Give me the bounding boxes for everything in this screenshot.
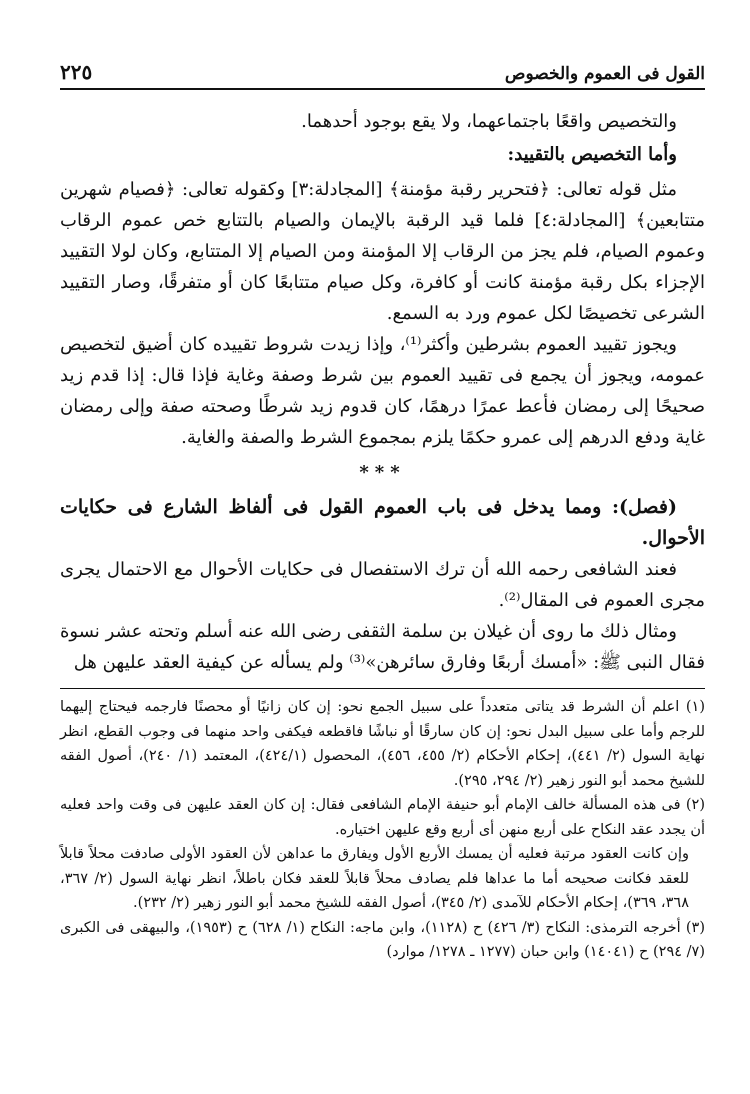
paragraph-3: ويجوز تقييد العموم بشرطين وأكثر⁽¹⁾، وإذا زيدت شروط تقييده كان أضيق لتخصيص عمومه، ويجوز أن يجمع فى تقييد العموم بين شرط وصفة وغاية فإذا قال: إذا قدم زيد صحيحًا إلى رمضان فأعط عمرًا درهمًا، كان قدوم زيد شرطًا وصحته صفة وإلى رمضان غاية ودفع الدرهم إلى عمرو حكمًا يلزم بمجموع الشرط والصفة والغاية. [60, 334, 705, 448]
paragraph-4: فعند الشافعى رحمه الله أن ترك الاستفصال فى حكايات الأحوال مع الاحتمال يجرى مجرى العموم فى المقال⁽²⁾. [60, 559, 705, 611]
paragraph-5: ومثال ذلك ما روى أن غيلان بن سلمة الثقفى رضى الله عنه أسلم وتحته عشر نسوة فقال النبى ﷺ: «أمسك أربعًا وفارق سائرهن»⁽³⁾ ولم يسأله عن كيفية العقد عليهن هل [60, 621, 705, 673]
footnote-2-continued: وإن كانت العقود مرتبة فعليه أن يمسك الأربع الأول ويفارق ما عداهن لأن العقود الأولى صادفت محلاً قابلاً للعقد فكانت صحيحه أما ما عداها فلم يصادف محلاً قابلاً للعقد فكان باطلاً، انظر نهاية السول (٢/ ٣٦٧، ٣٦٨، ٣٦٩)، إحكام الأحكام للآمدى (٢/ ٣٤٥)، أصول الفقه للشيخ محمد أبو النور زهير (٢/ ٢٣٢). [60, 846, 689, 911]
footnotes [60, 688, 705, 965]
section-heading-fasl: (فصل): ومما يدخل فى باب العموم القول فى ألفاظ الشارع فى حكايات الأحوال. [60, 496, 705, 549]
page-number: ٢٢٥ [60, 60, 93, 84]
main-text [60, 106, 705, 678]
footnote-1: (١) اعلم أن الشرط قد يتاتى متعدداً على سبيل الجمع نحو: إن كان زانيًا أو محصنًا فارجمه فيحتاج إليهما للرجم وأما على سبيل البدل نحو: إن كان سارقًا أو نباشًا فاقطعه فيكفى واحد منهما فى وجوب القطع، انظر نهاية السول (٢/ ٤٤١)، إحكام الأحكام (٢/ ٤٥٥، ٤٥٦)، المحصول (٤٢٤/١)، المعتمد (١/ ٢٤٠)، أصول الفقه للشيخ محمد أبو النور زهير (٢/ ٢٩٤، ٢٩٥). [60, 699, 706, 789]
header-rule [60, 88, 705, 90]
running-title: القول فى العموم والخصوص [504, 64, 705, 84]
section-heading-restriction: وأما التخصيص بالتقييد: [507, 144, 677, 165]
footnote-3: (٣) أخرجه الترمذى: النكاح (٣/ ٤٢٦) ح (١١٢٨)، وابن ماجه: النكاح (١/ ٦٢٨) ح (١٩٥٣)، والبيهقى فى الكبرى (٧/ ٢٩٤) ح (١٤٠٤١) وابن حبان (١٢٧٧ ـ ١٢٧٨/ موارد) [60, 919, 705, 960]
section-separator: *** [359, 462, 406, 483]
page-header [60, 58, 705, 84]
paragraph-1: والتخصيص واقعًا باجتماعهما، ولا يقع بوجود أحدهما. [301, 111, 677, 132]
book-page [60, 58, 705, 965]
paragraph-2: مثل قوله تعالى: ﴿فتحرير رقبة مؤمنة﴾ [المجادلة:٣] وكقوله تعالى: ﴿فصيام شهرين متتابعين﴾ [المجادلة:٤] فلما قيد الرقبة بالإيمان والصيام بالتتابع خص عموم الرقاب وعموم الصيام، فلم يجز من الرقاب إلا المؤمنة ومن الصيام إلا المتتابع، وكان لولا التقييد الإجزاء بكل رقبة مؤمنة كانت أو كافرة، وكل صيام متتابعًا كان أو متفرقًا، وصار التقييد الشرعى تخصيصًا لكل عموم ورد به السمع. [60, 179, 705, 324]
footnote-2: (٢) فى هذه المسألة خالف الإمام أبو حنيفة الإمام الشافعى فقال: إن كان العقد عليهن فى وقت واحد فعليه أن يجدد عقد النكاح على أربع منهن أى أربع وقع عليهن اختياره. [60, 797, 705, 838]
